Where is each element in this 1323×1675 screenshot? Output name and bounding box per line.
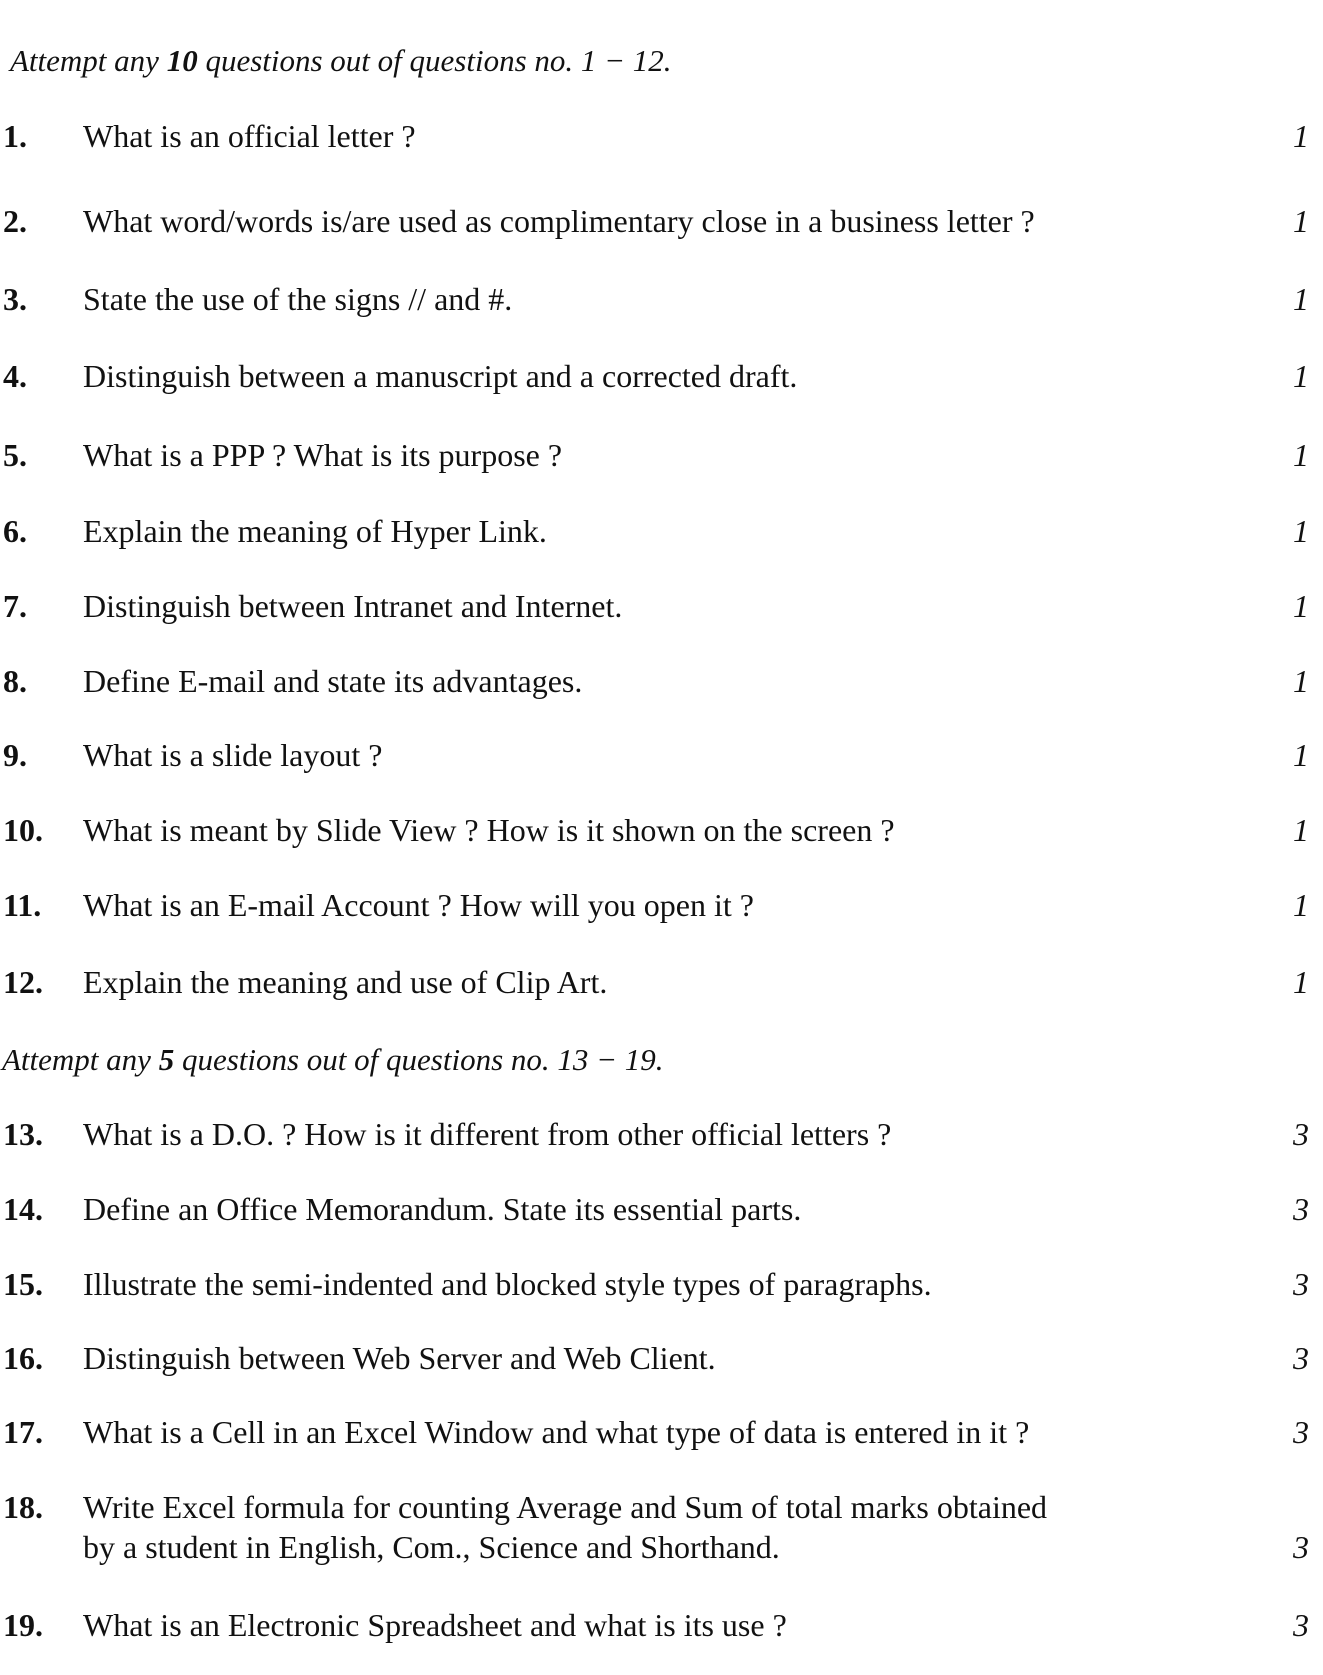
instruction-text: Attempt any <box>10 43 167 78</box>
question-marks: 3 <box>1293 1607 1309 1643</box>
question-marks: 1 <box>1293 437 1309 473</box>
section-instruction <box>2 1041 664 1079</box>
question-marks: 1 <box>1293 812 1309 848</box>
instruction-count: 10 <box>166 43 198 78</box>
question-text: What is an Electronic Spreadsheet and what is its use ? <box>83 1607 787 1643</box>
question-text: What is an E-mail Account ? How will you open it ? <box>83 887 754 923</box>
question-number: 13. <box>3 1116 43 1152</box>
instruction-text: questions out of questions no. 13 − 19. <box>174 1042 664 1077</box>
question-number: 14. <box>3 1191 43 1227</box>
question-text: Define an Office Memorandum. State its essential parts. <box>83 1191 802 1227</box>
question-text: What word/words is/are used as complimentary close in a business letter ? <box>83 203 1035 239</box>
question-marks: 3 <box>1293 1116 1309 1152</box>
question-marks: 3 <box>1293 1191 1309 1227</box>
question-number: 6. <box>3 513 27 549</box>
question-text: What is an official letter ? <box>83 118 416 154</box>
question-text: What is a Cell in an Excel Window and what type of data is entered in it ? <box>83 1414 1030 1450</box>
question-text: What is meant by Slide View ? How is it shown on the screen ? <box>83 812 895 848</box>
question-marks: 3 <box>1293 1529 1309 1565</box>
question-marks: 1 <box>1293 887 1309 923</box>
question-number: 11. <box>3 887 42 923</box>
instruction-count: 5 <box>158 1042 175 1077</box>
question-number: 3. <box>3 281 27 317</box>
question-marks: 1 <box>1293 118 1309 154</box>
question-number: 4. <box>3 358 27 394</box>
question-marks: 1 <box>1293 513 1309 549</box>
question-text: Distinguish between a manuscript and a corrected draft. <box>83 358 798 394</box>
question-text: What is a PPP ? What is its purpose ? <box>83 437 563 473</box>
question-number: 1. <box>3 118 27 154</box>
question-number: 10. <box>3 812 43 848</box>
question-marks: 1 <box>1293 203 1309 239</box>
question-text: Explain the meaning and use of Clip Art. <box>83 964 608 1000</box>
question-marks: 1 <box>1293 281 1309 317</box>
question-text: Distinguish between Web Server and Web Client. <box>83 1340 716 1376</box>
question-number: 5. <box>3 437 27 473</box>
question-marks: 3 <box>1293 1340 1309 1376</box>
question-number: 2. <box>3 203 27 239</box>
question-number: 16. <box>3 1340 43 1376</box>
question-number: 12. <box>3 964 43 1000</box>
question-marks: 1 <box>1293 737 1309 773</box>
question-number: 18. <box>3 1489 43 1525</box>
instruction-text: Attempt any <box>2 1042 159 1077</box>
question-marks: 1 <box>1293 663 1309 699</box>
section-instruction <box>10 42 672 80</box>
question-number: 7. <box>3 588 27 624</box>
question-marks: 3 <box>1293 1414 1309 1450</box>
question-text: Illustrate the semi-indented and blocked style types of paragraphs. <box>83 1266 932 1302</box>
question-marks: 1 <box>1293 588 1309 624</box>
question-number: 17. <box>3 1414 43 1450</box>
question-marks: 1 <box>1293 358 1309 394</box>
question-number: 9. <box>3 737 27 773</box>
instruction-text: questions out of questions no. 1 − 12. <box>197 43 672 78</box>
question-text: Explain the meaning of Hyper Link. <box>83 513 547 549</box>
question-marks: 1 <box>1293 964 1309 1000</box>
question-number: 19. <box>3 1607 43 1643</box>
question-text: What is a D.O. ? How is it different from other official letters ? <box>83 1116 892 1152</box>
question-text: Write Excel formula for counting Average and Sum of total marks obtained by a student in English, Com., Science and Shorthand. <box>83 1489 1048 1565</box>
question-number: 15. <box>3 1266 43 1302</box>
question-text: Distinguish between Intranet and Internet. <box>83 588 623 624</box>
question-text: State the use of the signs // and #. <box>83 281 513 317</box>
question-text: Define E-mail and state its advantages. <box>83 663 583 699</box>
question-text: What is a slide layout ? <box>83 737 383 773</box>
question-number: 8. <box>3 663 27 699</box>
question-marks: 3 <box>1293 1266 1309 1302</box>
